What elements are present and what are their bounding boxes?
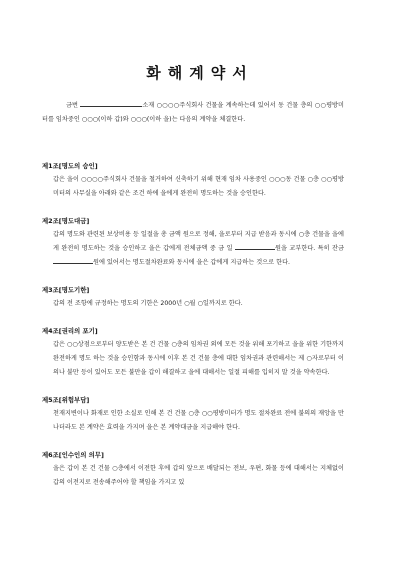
intro-paragraph [42, 99, 344, 127]
article-body: 갑은 을이 ○○○○주식회사 건물을 철거하여 신축하기 위해 현재 임차 사용중인 ○○○동 건물 ○층 ○○평방미터의 사무실을 아래와 같은 조건 하에 을에게 완전히 명도하는 것을 승인한다. [53, 176, 344, 197]
article-5 [42, 394, 344, 435]
article-6 [42, 449, 344, 490]
address-blank [80, 100, 142, 107]
intro-body-text: 소재 ○○○○주식회사 건물을 계속하는데 있어서 동 건물 층의 ○○평방미터를 임차중인 ○○○(이하 갑)와 ○○○(이하 을)는 다음의 계약을 체결한다. [42, 102, 345, 123]
article-heading: 제5조[위험부담] [42, 396, 90, 404]
balance-blank [53, 257, 93, 264]
document-title: 화해계약서 [146, 64, 254, 82]
article-heading: 제6조[인수인의 의무] [42, 451, 104, 459]
article-heading: 제3조[명도기한] [42, 286, 90, 294]
articles [42, 160, 344, 504]
article-2 [42, 215, 344, 270]
article-heading: 제1조[명도의 승인] [42, 162, 98, 170]
article-body: 천재지변이나 화재로 인한 소실로 인해 본 건 건물 ○층 ○○평방미터가 명도 절차완료 전에 불의의 재앙을 만나더라도 본 계약은 효력을 가지며 을은 본 계약대금을 지급해야 한다. [53, 410, 344, 431]
article-heading: 제2조[명도대금] [42, 217, 90, 225]
article-body-part: 갑의 명도와 관련된 보상비용 등 일절을 총 금액 원으로 정해, 을로부터 지급 받음과 동시에 ○층 건물을 을에게 완전히 명도하는 것을 승인하고 을은 갑에게 전체금액 중 금 일 [53, 231, 344, 252]
article-3 [42, 284, 344, 311]
article-heading: 제4조[권리의 포기] [42, 327, 98, 335]
article-body: 갑의 전 조항에 규정하는 명도의 기한은 2000년 ○월 ○일까지로 한다. [53, 300, 243, 307]
article-body: 갑은 ○○상점으로부터 양도받은 본 건 건물 ○층의 임차권 외에 모든 것을 위해 포기하고 을을 위한 기한까지 완전하게 명도 하는 것을 승인함과 동시에 이후 본 건 건물 층에 대한 임차권과 관련해서는 제 ○자로부터 이의나 불만 등이 있어도 모든 불만을 갑이 해결하고 을에 대해서는 일절 피해를 입히지 말 것을 약속한다. [53, 341, 344, 376]
article-body-part: 원을 교부한다. 특히 잔금 [275, 245, 345, 252]
amount-blank [235, 243, 275, 250]
article-body-part: 원에 있어서는 명도절차완료와 동시에 을은 갑에게 지급하는 것으로 한다. [93, 259, 291, 266]
article-1 [42, 160, 344, 201]
article-4 [42, 325, 344, 380]
article-body: 을은 갑이 본 건 건물 ○층에서 이전한 후에 갑의 앞으로 배달되는 전보, 우편, 화물 등에 대해서는 지체없이 갑의 이전지로 전송해주어야 할 책임을 가지고 있 [53, 465, 344, 486]
article-body [42, 228, 344, 270]
intro-lead-text: 금번 [66, 102, 78, 109]
